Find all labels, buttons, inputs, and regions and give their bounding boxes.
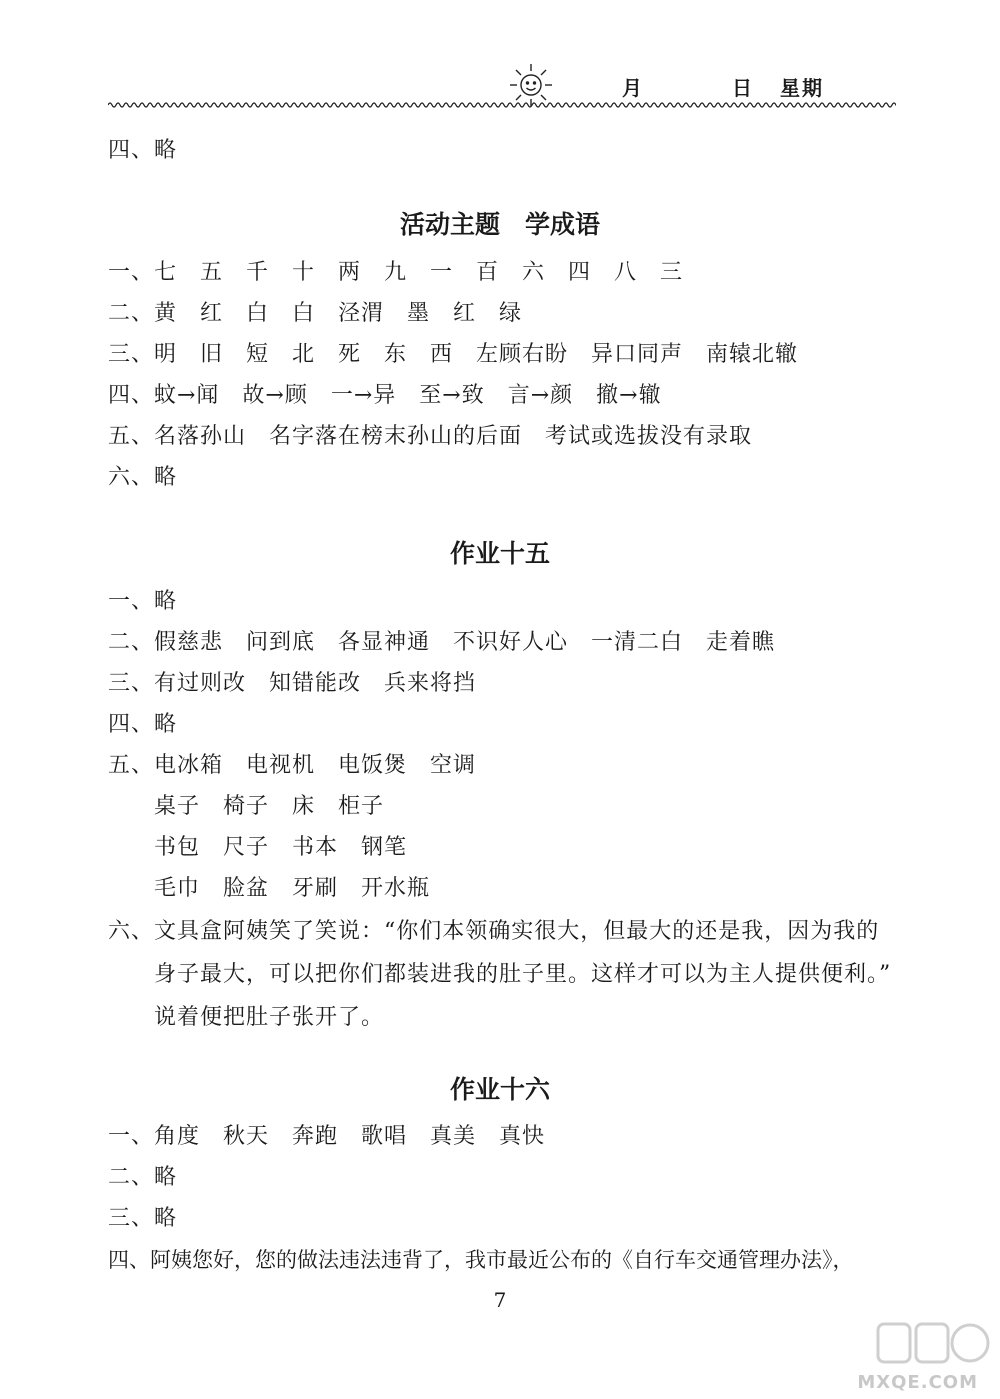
answer-line: 四、略: [108, 712, 178, 737]
answer-line: 桌子 椅子 床 柜子: [154, 794, 385, 819]
answer-line: 一、略: [108, 589, 178, 614]
watermark-text: MXQE.COM: [857, 1372, 978, 1393]
wavy-divider: [108, 98, 896, 112]
answer-line: 三、明 旧 短 北 死 东 西 左顾右盼 异口同声 南辕北辙: [108, 342, 799, 367]
answer-line: 二、略: [108, 1165, 178, 1190]
answer-line: 身子最大，可以把你们都装进我的肚子里。这样才可以为主人提供便利。”: [154, 962, 892, 987]
answer-line: 一、角度 秋天 奔跑 歌唱 真美 真快: [108, 1124, 546, 1149]
answer-line: 六、文具盒阿姨笑了笑说：“你们本领确实很大，但最大的还是我，因为我的: [108, 919, 880, 944]
answer-line: 三、略: [108, 1206, 178, 1231]
page-header: [0, 0, 1000, 120]
section-title: 作业十六: [449, 1075, 550, 1104]
answer-line: 二、假慈悲 问到底 各显神通 不识好人心 一清二白 走着瞧: [108, 630, 776, 655]
answer-line: 二、黄 红 白 白 泾渭 墨 红 绿: [108, 301, 523, 326]
answer-line: 四、略: [108, 138, 178, 163]
answer-line: 一、七 五 千 十 两 九 一 百 六 四 八 三: [108, 260, 684, 285]
section-title: 活动主题 学成语: [399, 210, 600, 239]
header-weekday: 星期: [780, 76, 824, 100]
page-number: 7: [493, 1288, 507, 1312]
answer-line: 五、电冰箱 电视机 电饭煲 空调: [108, 753, 477, 778]
answer-line: 说着便把肚子张开了。: [154, 1005, 385, 1030]
answer-line: 三、有过则改 知错能改 兵来将挡: [108, 671, 477, 696]
answer-line: 毛巾 脸盆 牙刷 开水瓶: [154, 876, 431, 901]
answer-line: 四、阿姨您好，您的做法违法违背了，我市最近公布的《自行车交通管理办法》，: [108, 1248, 854, 1272]
header-day: 日: [732, 76, 752, 100]
answer-line: 四、蚊→闻 故→顾 一→异 至→致 言→颜 撤→辙: [108, 383, 662, 408]
answer-line: 书包 尺子 书本 钢笔: [154, 835, 408, 860]
answer-line: 五、名落孙山 名字落在榜末孙山的后面 考试或选拔没有录取: [108, 424, 753, 449]
section-title: 作业十五: [449, 539, 550, 568]
answer-line: 六、略: [108, 465, 178, 490]
header-month: 月: [622, 76, 642, 100]
